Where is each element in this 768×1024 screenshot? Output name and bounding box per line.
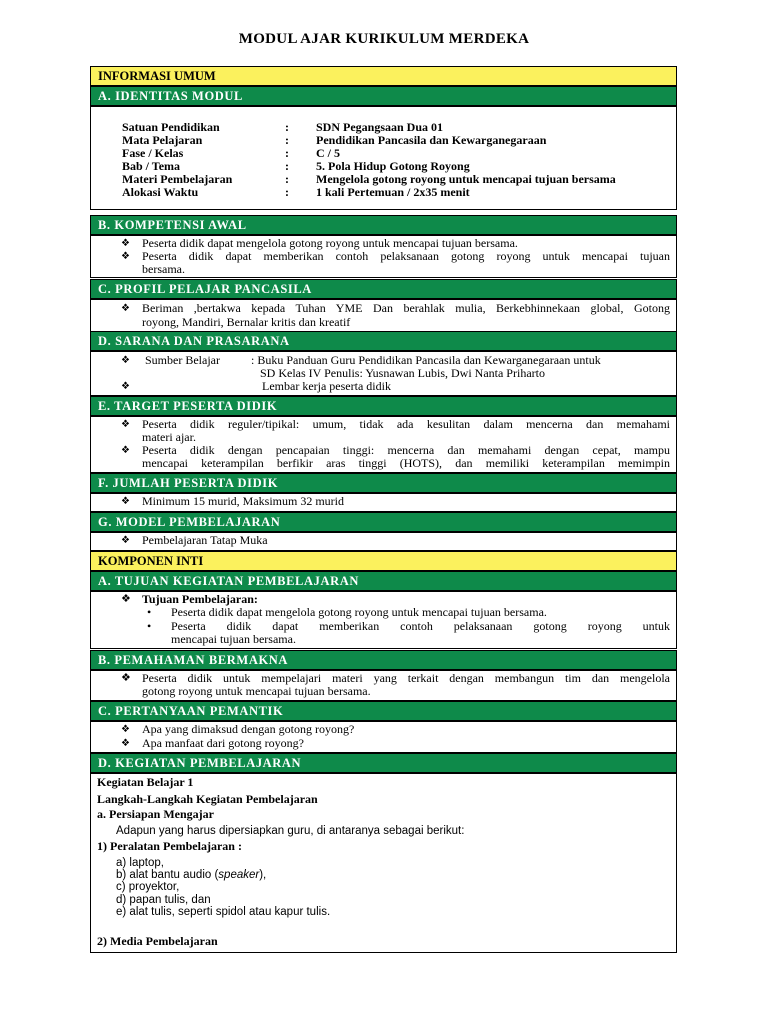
section-informasi-umum: INFORMASI UMUM [90, 66, 677, 86]
section-profil-pelajar-pancasila: C. PROFIL PELAJAR PANCASILA [90, 279, 677, 299]
diamond-bullet-icon: ❖ [121, 303, 130, 314]
target-item-2-line1: Peserta didik dengan pencapaian tinggi: mencerna dan memahami dengan cepat, mampu [142, 443, 670, 457]
identity-key: Fase / Kelas [122, 146, 184, 160]
peralatan-item-italic: speaker [218, 869, 260, 881]
identity-colon: : [285, 120, 289, 134]
pemahaman-line-1: Peserta didik untuk mempelajari materi yang terkait dengan membangun tim dan mengelola [142, 671, 670, 685]
diamond-bullet-icon: ❖ [121, 445, 130, 456]
kegiatan-belajar-title: Kegiatan Belajar 1 [97, 775, 194, 789]
diamond-bullet-icon: ❖ [121, 738, 130, 749]
peralatan-title: 1) Peralatan Pembelajaran : [97, 839, 242, 853]
diamond-bullet-icon: ❖ [121, 724, 130, 735]
section-sarana-prasarana: D. SARANA DAN PRASARANA [90, 331, 677, 351]
section-pemahaman-bermakna: B. PEMAHAMAN BERMAKNA [90, 650, 677, 670]
section-kompetensi-awal: B. KOMPETENSI AWAL [90, 215, 677, 235]
peralatan-item-text: ), [259, 869, 267, 881]
jumlah-item: Minimum 15 murid, Maksimum 32 murid [142, 494, 345, 508]
diamond-bullet-icon: ❖ [121, 381, 130, 392]
target-item-1-line1: Peserta didik reguler/tipikal: umum, tidak ada kesulitan dalam mencerna dan memahami [142, 417, 670, 431]
identity-colon: : [285, 133, 289, 147]
identity-value: 5. Pola Hidup Gotong Royong [316, 159, 470, 173]
peralatan-item: a) laptop, [116, 857, 164, 869]
document-title: MODUL AJAR KURIKULUM MERDEKA [238, 31, 530, 47]
identity-key: Satuan Pendidikan [122, 120, 220, 134]
identity-key: Bab / Tema [122, 159, 181, 173]
identity-value: Pendidikan Pancasila dan Kewarganegaraan [316, 133, 547, 147]
tujuan-item-1: Peserta didik dapat mengelola gotong royong untuk mencapai tujuan bersama. [171, 605, 547, 619]
langkah-title: Langkah-Langkah Kegiatan Pembelajaran [97, 792, 318, 806]
section-model-pembelajaran: G. MODEL PEMBELAJARAN [90, 512, 677, 532]
diamond-bullet-icon: ❖ [121, 496, 130, 507]
diamond-bullet-icon: ❖ [121, 593, 131, 605]
identity-value: Mengelola gotong royong untuk mencapai tujuan bersama [316, 172, 616, 186]
pertanyaan-1: Apa yang dimaksud dengan gotong royong? [142, 722, 355, 736]
target-item-1-line2: materi ajar. [142, 430, 196, 444]
section-target-peserta-didik: E. TARGET PESERTA DIDIK [90, 396, 677, 416]
media-title: 2) Media Pembelajaran [97, 934, 218, 948]
dot-bullet-icon: • [147, 605, 152, 619]
section-identitas-modul: A. IDENTITAS MODUL [90, 86, 677, 106]
diamond-bullet-icon: ❖ [121, 355, 130, 366]
tujuan-label: Tujuan Pembelajaran: [142, 592, 258, 606]
identity-colon: : [285, 172, 289, 186]
pemahaman-line-2: gotong royong untuk mencapai tujuan bersama. [142, 684, 371, 698]
peralatan-item: e) alat tulis, seperti spidol atau kapur tulis. [116, 906, 331, 918]
section-komponen-inti: KOMPONEN INTI [90, 551, 677, 571]
identity-key: Mata Pelajaran [122, 133, 203, 147]
section-tujuan-kegiatan: A. TUJUAN KEGIATAN PEMBELAJARAN [90, 571, 677, 591]
persiapan-title: a. Persiapan Mengajar [97, 807, 214, 821]
sarana-line-2: SD Kelas IV Penulis: Yusnawan Lubis, Dwi Nanta Priharto [260, 366, 545, 380]
sarana-line-3: Lembar kerja peserta didik [262, 379, 391, 393]
section-pertanyaan-pemantik: C. PERTANYAAN PEMANTIK [90, 701, 677, 721]
dot-bullet-icon: • [147, 619, 152, 633]
section-kegiatan-pembelajaran: D. KEGIATAN PEMBELAJARAN [90, 753, 677, 773]
identity-key: Materi Pembelajaran [122, 172, 233, 186]
tujuan-item-2-line2: mencapai tujuan bersama. [171, 632, 296, 646]
diamond-bullet-icon: ❖ [121, 419, 130, 430]
diamond-bullet-icon: ❖ [121, 238, 130, 249]
sarana-line-1: : Buku Panduan Guru Pendidikan Pancasila dan Kewarganegaraan untuk [251, 353, 601, 367]
diamond-bullet-icon: ❖ [121, 672, 131, 684]
profil-line-1: Beriman ,bertakwa kepada Tuhan YME Dan berahlak mulia, Berkebhinnekaan global, Gotong [142, 301, 670, 315]
kompetensi-item-2-line1: Peserta didik dapat memberikan contoh pelaksanaan gotong royong untuk mencapai tujuan [142, 249, 670, 263]
model-item: Pembelajaran Tatap Muka [142, 533, 268, 547]
diamond-bullet-icon: ❖ [121, 251, 130, 262]
tujuan-item-2-line1: Peserta didik dapat memberikan contoh pelaksanaan gotong royong untuk [171, 619, 670, 633]
identity-value: C / 5 [316, 146, 340, 160]
peralatan-item: d) papan tulis, dan [116, 894, 211, 906]
target-item-2-line2: mencapai keterampilan berfikir aras tinggi (HOTS), dan memiliki keterampilan memimpin [142, 456, 670, 470]
peralatan-item-text: b) alat bantu audio ( [116, 869, 219, 881]
kompetensi-item-2-line2: bersama. [142, 262, 185, 276]
identity-key: Alokasi Waktu [122, 185, 199, 199]
profil-line-2: royong, Mandiri, Bernalar kritis dan kreatif [142, 315, 351, 329]
diamond-bullet-icon: ❖ [121, 535, 130, 546]
identity-colon: : [285, 159, 289, 173]
identity-value: 1 kali Pertemuan / 2x35 menit [316, 185, 470, 199]
identity-colon: : [285, 146, 289, 160]
section-jumlah-peserta-didik: F. JUMLAH PESERTA DIDIK [90, 473, 677, 493]
identity-value: SDN Pegangsaan Dua 01 [316, 120, 444, 134]
pertanyaan-2: Apa manfaat dari gotong royong? [142, 736, 304, 750]
adapun-text: Adapun yang harus dipersiapkan guru, di antaranya sebagai berikut: [116, 825, 465, 837]
kompetensi-item-1: Peserta didik dapat mengelola gotong royong untuk mencapai tujuan bersama. [142, 236, 518, 250]
peralatan-item: c) proyektor, [116, 881, 180, 893]
identity-colon: : [285, 185, 289, 199]
sarana-label: Sumber Belajar [145, 353, 220, 367]
